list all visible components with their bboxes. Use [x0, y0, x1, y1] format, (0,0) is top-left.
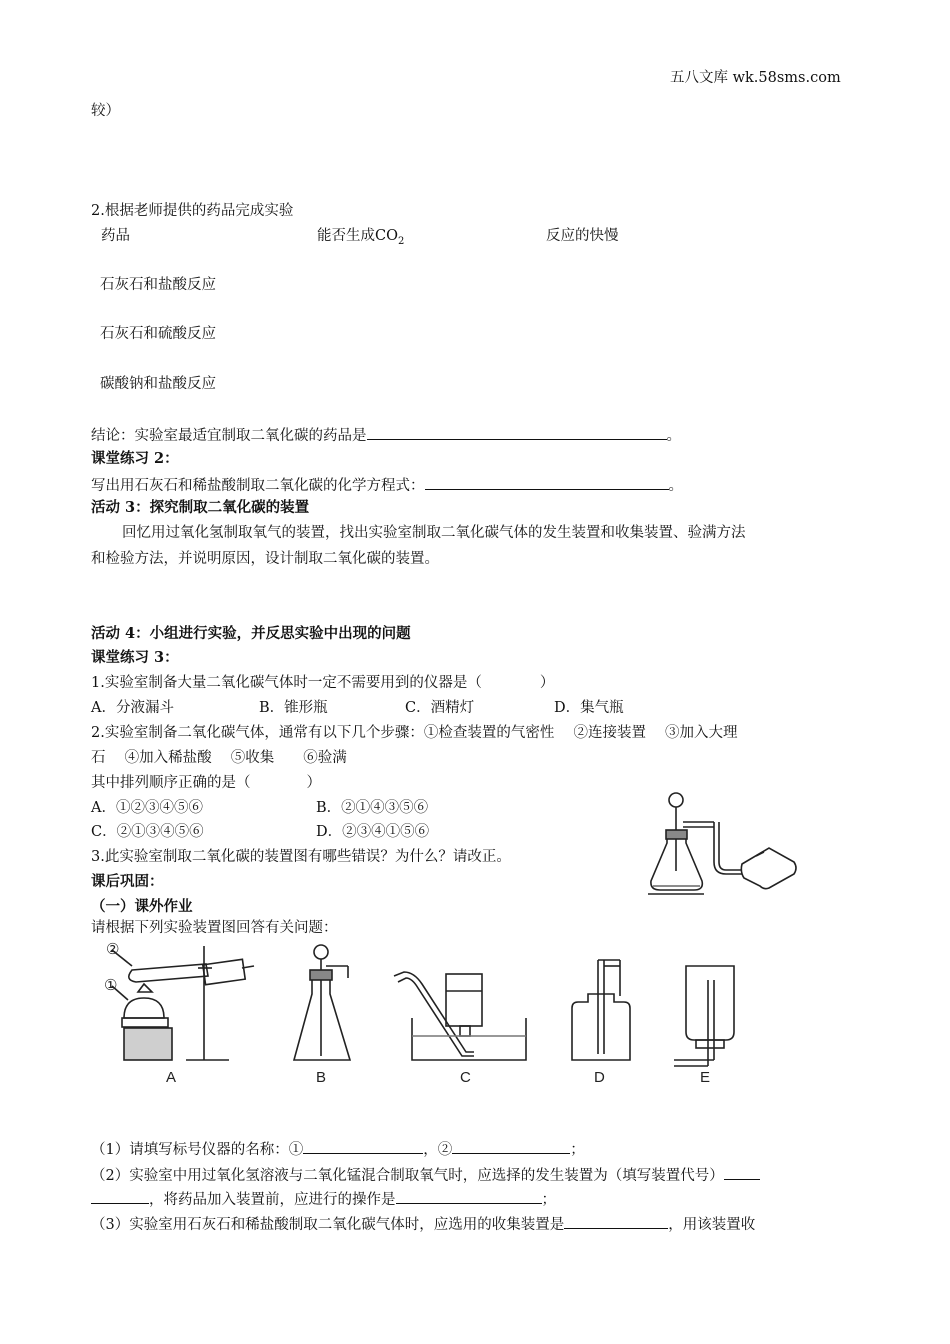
exp2-title: 2.根据老师提供的药品完成实验	[91, 203, 294, 219]
q1-option-a[interactable]: A．分液漏斗	[91, 700, 174, 716]
equation-blank[interactable]	[425, 474, 669, 490]
conclusion-blank[interactable]	[367, 424, 667, 440]
q2-option-c[interactable]: C．②①③④⑤⑥	[91, 824, 204, 840]
review-q1	[91, 1138, 585, 1160]
review-q3-a: （3）实验室用石灰石和稀盐酸制取二氧化碳气体时，应选用的收集装置是	[91, 1217, 565, 1233]
review-title: 课后巩固：	[91, 873, 164, 890]
review-q2-a: （2）实验室中用过氧化氢溶液与二氧化锰混合制取氧气时，应选择的发生装置为（填写装置代号）	[91, 1168, 724, 1184]
practice2-question	[91, 474, 683, 496]
practice2-period: 。	[668, 478, 683, 494]
review-q2-b: ，将药品加入装置前，应进行的操作是	[149, 1192, 396, 1208]
site-header: 五八文库 wk.58sms.com	[670, 70, 841, 86]
activity3-text-1: 回忆用过氧化氢制取氧气的装置，找出实验室制取二氧化碳气体的发生装置和收集装置、验满方法	[122, 525, 746, 541]
practice3-q2-text: 其中排列顺序正确的是（	[91, 775, 251, 791]
exp2-col-co2	[317, 226, 404, 252]
review-q2-line1	[91, 1164, 760, 1186]
marker-1: ①	[104, 977, 118, 994]
practice3-q1	[91, 673, 554, 693]
instrument-1-blank[interactable]	[303, 1138, 423, 1154]
review-q3-b: ，用该装置收	[668, 1217, 756, 1233]
exp2-conclusion-period: 。	[666, 428, 681, 444]
practice2-title: 课堂练习 2：	[91, 450, 179, 467]
practice2-text: 写出用石灰石和稀盐酸制取二氧化碳的化学方程式：	[91, 478, 425, 494]
q1-option-c[interactable]: C．酒精灯	[405, 700, 475, 716]
practice3-q2-close: ）	[306, 775, 321, 791]
exp2-row-1: 石灰石和盐酸反应	[100, 277, 216, 293]
review-subtitle: （一）课外作业	[91, 898, 193, 915]
q2-option-d[interactable]: D．②③④①⑤⑥	[316, 824, 430, 840]
exp2-conclusion-text: 结论：实验室最适宜制取二氧化碳的药品是	[91, 428, 367, 444]
generator-blank-end[interactable]	[91, 1188, 149, 1204]
review-q2-line2	[91, 1188, 556, 1210]
label-e: E	[700, 1069, 711, 1086]
exp2-row-2: 石灰石和硫酸反应	[100, 326, 216, 342]
review-q1-a: （1）请填写标号仪器的名称：①	[91, 1142, 304, 1158]
activity4-title: 活动 4：小组进行实验，并反思实验中出现的问题	[91, 625, 411, 642]
exp2-row-3: 碳酸钠和盐酸反应	[100, 376, 216, 392]
exp2-col-speed: 反应的快慢	[546, 228, 619, 244]
q2-option-a[interactable]: A．①②③④⑤⑥	[91, 800, 203, 816]
practice3-q3: 3.此实验室制取二氧化碳的装置图有哪些错误？为什么？请改正。	[91, 849, 511, 865]
review-q2-c: ；	[541, 1192, 556, 1208]
activity3-title: 活动 3：探究制取二氧化碳的装置	[91, 499, 310, 516]
label-c: C	[460, 1069, 471, 1086]
faulty-co2-apparatus-figure	[644, 786, 804, 904]
apparatus-figure-a-to-e	[94, 936, 754, 1086]
collector-blank[interactable]	[564, 1213, 668, 1229]
label-a: A	[166, 1069, 177, 1086]
q2-option-b[interactable]: B．②①④③⑤⑥	[316, 800, 429, 816]
exp2-col-drug: 药品	[101, 228, 130, 244]
activity3-text-2: 和检验方法，并说明原因，设计制取二氧化碳的装置。	[91, 551, 439, 567]
practice3-q1-close: ）	[539, 675, 555, 691]
exp2-col-co2-sub: 2	[397, 235, 405, 247]
practice3-title: 课堂练习 3：	[91, 649, 179, 666]
practice3-q1-text: 1.实验室制备大量二氧化碳气体时一定不需要用到的仪器是（	[91, 675, 482, 691]
exp2-conclusion	[91, 424, 681, 446]
review-q1-c: ；	[570, 1142, 585, 1158]
generator-blank-start[interactable]	[724, 1164, 760, 1180]
label-d: D	[594, 1069, 605, 1086]
practice3-q2-line3	[91, 773, 321, 793]
operation-blank[interactable]	[396, 1188, 542, 1204]
instrument-2-blank[interactable]	[452, 1138, 570, 1154]
review-q1-b: ，②	[423, 1142, 453, 1158]
label-b: B	[316, 1069, 327, 1086]
exp2-col-co2-text: 能否生成CO	[317, 228, 398, 244]
marker-2: ②	[106, 941, 120, 958]
q1-option-b[interactable]: B．锥形瓶	[259, 700, 328, 716]
review-q3	[91, 1213, 755, 1235]
practice3-q2-line2: 石 ④加入稀盐酸 ⑤收集 ⑥验满	[91, 750, 347, 766]
q1-option-d[interactable]: D．集气瓶	[554, 700, 624, 716]
review-intro: 请根据下列实验装置图回答有关问题：	[91, 920, 338, 936]
top-fragment: 较）	[91, 103, 120, 119]
practice3-q2-line1: 2.实验室制备二氧化碳气体，通常有以下几个步骤：①检查装置的气密性 ②连接装置 ③加入大理	[91, 725, 738, 741]
